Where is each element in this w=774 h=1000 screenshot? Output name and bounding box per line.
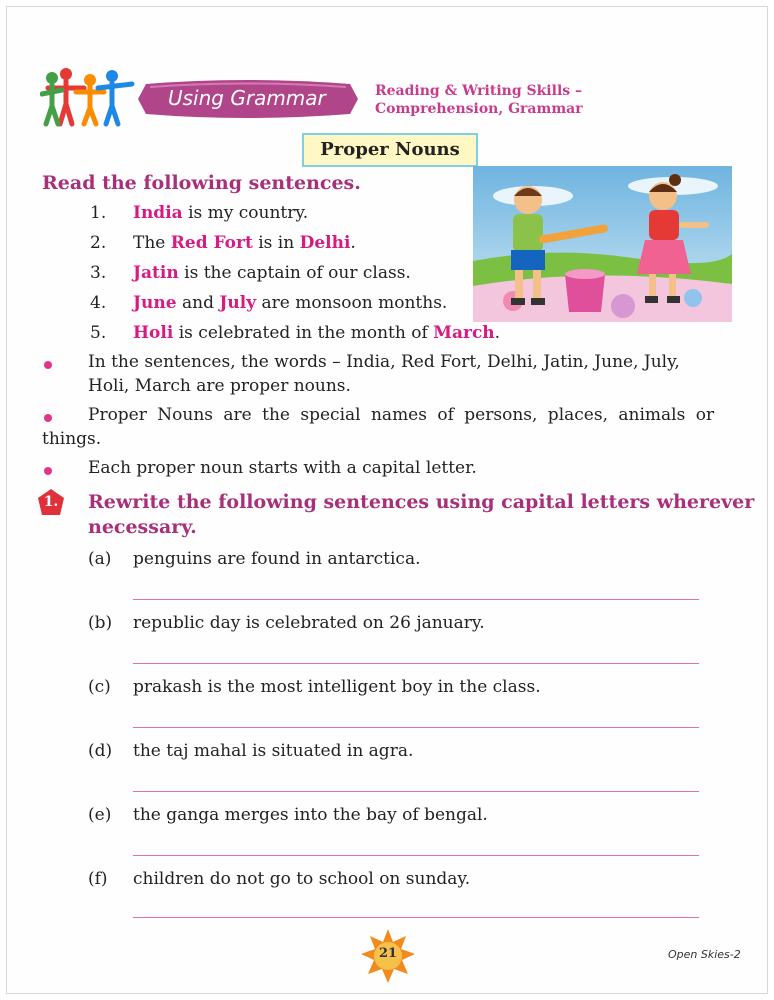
skills-line-2: Comprehension, Grammar <box>375 101 583 117</box>
banner-label: Using Grammar <box>168 86 326 110</box>
proper-noun: July <box>219 293 257 313</box>
kids-logo-icon <box>40 66 140 128</box>
sentence-text: are monsoon months. <box>256 293 448 313</box>
sentence-5 <box>133 323 500 343</box>
item-e-text: the ganga merges into the bay of bengal. <box>133 805 488 825</box>
item-label: (c) <box>88 677 111 697</box>
proper-noun: Holi <box>133 323 174 343</box>
proper-noun: Jatin <box>133 263 179 283</box>
item-label: (a) <box>88 549 112 569</box>
item-c-text: prakash is the most intelligent boy in the class. <box>133 677 541 697</box>
topic-title: Proper Nouns <box>302 133 478 167</box>
read-heading: Read the following sentences. <box>42 172 361 194</box>
bullet-icon <box>44 467 52 475</box>
note-2-line-1: Proper Nouns are the special names of persons, places, animals or <box>88 405 715 425</box>
proper-noun: March <box>433 323 495 343</box>
sentence-number: 1. <box>90 203 107 223</box>
sentence-3 <box>133 263 411 283</box>
exercise-instruction <box>88 490 754 540</box>
item-d-text: the taj mahal is situated in agra. <box>133 741 414 761</box>
sentence-number: 2. <box>90 233 107 253</box>
sentence-1 <box>133 203 308 223</box>
sentence-text: . <box>494 323 501 343</box>
answer-line-a[interactable] <box>133 599 699 600</box>
answer-line-f[interactable] <box>133 917 699 918</box>
answer-line-c[interactable] <box>133 727 699 728</box>
sentence-number: 4. <box>90 293 107 313</box>
exercise-number: 1. <box>43 494 59 510</box>
instruction-line-2: necessary. <box>88 516 197 538</box>
sentence-text: is in <box>252 233 300 253</box>
item-label: (f) <box>88 869 108 889</box>
item-label: (e) <box>88 805 112 825</box>
proper-noun: Delhi <box>299 233 351 253</box>
note-1-line-2: Holi, March are proper nouns. <box>88 376 351 396</box>
page-number: 21 <box>378 946 398 961</box>
answer-line-e[interactable] <box>133 855 699 856</box>
sentence-text: The <box>133 233 171 253</box>
skills-subtitle <box>375 82 583 118</box>
sentence-text: is my country. <box>182 203 309 223</box>
item-f-text: children do not go to school on sunday. <box>133 869 471 889</box>
note-3: Each proper noun starts with a capital letter. <box>88 458 477 478</box>
sentence-text: . <box>350 233 356 253</box>
item-a-text: penguins are found in antarctica. <box>133 549 421 569</box>
bullet-icon <box>44 361 52 369</box>
holi-illustration <box>473 166 732 322</box>
skills-line-1: Reading & Writing Skills – <box>375 83 583 99</box>
answer-line-d[interactable] <box>133 791 699 792</box>
item-b-text: republic day is celebrated on 26 january. <box>133 613 485 633</box>
proper-noun: India <box>133 203 183 223</box>
sentence-number: 3. <box>90 263 107 283</box>
note-1-line-1: In the sentences, the words – India, Red Fort, Delhi, Jatin, June, July, <box>88 352 680 372</box>
book-title: Open Skies-2 <box>668 948 741 961</box>
note-2-line-2: things. <box>42 429 102 449</box>
answer-line-b[interactable] <box>133 663 699 664</box>
sentence-number: 5. <box>90 323 107 343</box>
instruction-line-1: Rewrite the following sentences using capital letters wherever <box>88 491 755 513</box>
sentence-text: is celebrated in the month of <box>173 323 434 343</box>
sentence-2 <box>133 233 356 253</box>
proper-noun: Red Fort <box>170 233 253 253</box>
sentence-text: and <box>176 293 220 313</box>
sentence-text: is the captain of our class. <box>178 263 411 283</box>
bullet-icon <box>44 414 52 422</box>
proper-noun: June <box>133 293 177 313</box>
item-label: (d) <box>88 741 113 761</box>
item-label: (b) <box>88 613 113 633</box>
sentence-4 <box>133 293 447 313</box>
